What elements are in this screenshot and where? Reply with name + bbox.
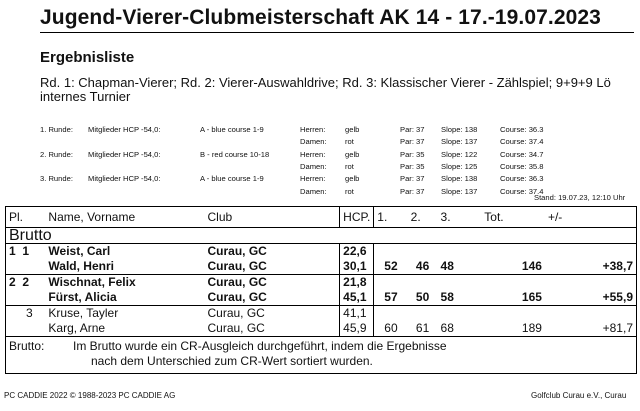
tee-who: Damen:	[300, 187, 327, 196]
table-row	[6, 244, 637, 260]
player-hcp: 45,1	[340, 290, 374, 306]
player-club: Curau, GC	[207, 321, 265, 335]
table-row	[6, 290, 637, 306]
tee-par: Par: 37	[400, 137, 425, 146]
tee-color: rot	[345, 137, 354, 146]
col-header-diff: +/-	[545, 207, 637, 228]
player-club: Curau, GC	[205, 275, 340, 291]
footer-copyright: PC CADDIE 2022 © 1988-2023 PC CADDIE AG	[4, 391, 176, 400]
tee-color: rot	[345, 162, 354, 171]
place-cell	[6, 275, 46, 291]
player-hcp: 30,1	[340, 259, 374, 275]
table-row	[6, 321, 637, 337]
col-header-round3: 3.	[438, 207, 482, 228]
tee-course: Course: 35.8	[500, 162, 544, 171]
col-header-total: Tot.	[481, 207, 545, 228]
player-hcp: 22,6	[340, 244, 374, 260]
place-b: 1	[22, 244, 30, 258]
table-row	[6, 275, 637, 291]
col-header-hcp: HCP.	[340, 207, 374, 228]
round1-score: 57	[374, 290, 408, 306]
player-name: Fürst, Alicia	[48, 290, 117, 304]
table-row	[6, 306, 637, 322]
place-cell	[6, 306, 46, 322]
tee-course: Course: 36.3	[500, 174, 544, 183]
round2-score: 61	[415, 321, 430, 335]
tee-color: gelb	[345, 174, 360, 183]
place-cell	[6, 244, 46, 260]
tee-who: Herren:	[300, 150, 326, 159]
page-subtitle: Ergebnisliste	[40, 49, 135, 66]
note-text-line1: Im Brutto wurde ein CR-Ausgleich durchgeführt, indem die Ergebnisse	[73, 339, 447, 353]
col-header-round1: 1.	[374, 207, 408, 228]
round-members: Mitglieder HCP -54,0:	[88, 174, 161, 183]
diff-score: +55,9	[602, 290, 633, 304]
player-club: Curau, GC	[207, 259, 267, 273]
stand-timestamp: Stand: 19.07.23, 12:10 Uhr	[534, 193, 626, 202]
player-hcp: 41,1	[340, 306, 374, 322]
tee-par: Par: 35	[400, 162, 425, 171]
place-b: 2	[22, 275, 30, 289]
tournament-description: Rd. 1: Chapman-Vierer; Rd. 2: Vierer-Auswahldrive; Rd. 3: Klassischer Vierer - Zählspiel; 9+9+9 Lö internes Turnier	[40, 75, 611, 104]
note-row	[6, 337, 637, 374]
tee-par: Par: 37	[400, 174, 425, 183]
total-score: 189	[521, 321, 542, 335]
tee-color: rot	[345, 187, 354, 196]
round-course: B - red course 10-18	[200, 150, 270, 159]
tee-par: Par: 37	[400, 187, 425, 196]
round2-score: 46	[415, 259, 430, 273]
note-text-line2: nach dem Unterschied zum CR-Wert sortiert wurden.	[91, 354, 373, 368]
table-row	[6, 259, 637, 275]
round-label: 2. Runde:	[40, 150, 73, 159]
round3-score: 48	[440, 259, 454, 273]
player-name: Wischnat, Felix	[45, 275, 204, 291]
title-divider	[40, 32, 634, 33]
place-a: 1	[9, 244, 16, 258]
section-title: Brutto	[9, 227, 52, 244]
tee-who: Damen:	[300, 162, 327, 171]
round1-score: 52	[374, 259, 408, 275]
tee-color: gelb	[345, 125, 360, 134]
col-header-place: Pl.	[6, 207, 46, 228]
player-name: Karg, Arne	[48, 321, 106, 335]
player-name: Weist, Carl	[45, 244, 204, 260]
round-course: A - blue course 1-9	[200, 125, 264, 134]
round-members: Mitglieder HCP -54,0:	[88, 125, 161, 134]
round-label: 1. Runde:	[40, 125, 73, 134]
tee-who: Herren:	[300, 125, 326, 134]
note-label: Brutto:	[9, 339, 45, 353]
round-members: Mitglieder HCP -54,0:	[88, 150, 161, 159]
col-header-club: Club	[205, 207, 340, 228]
tee-slope: Slope: 137	[441, 137, 478, 146]
page-title: Jugend-Vierer-Clubmeisterschaft AK 14 - 17.-19.07.2023	[40, 6, 601, 29]
table-header-row	[6, 207, 637, 228]
tee-color: gelb	[345, 150, 360, 159]
player-hcp: 45,9	[340, 321, 374, 337]
place-b: 3	[26, 306, 33, 320]
tee-par: Par: 37	[400, 125, 425, 134]
round3-score: 68	[440, 321, 454, 335]
tee-slope: Slope: 122	[441, 150, 478, 159]
round1-score: 60	[374, 321, 408, 337]
player-name: Wald, Henri	[48, 259, 114, 273]
total-score: 165	[521, 290, 542, 304]
results-table	[5, 206, 637, 374]
tee-who: Herren:	[300, 174, 326, 183]
place-a: 2	[9, 275, 16, 289]
tee-slope: Slope: 125	[441, 162, 478, 171]
col-header-name: Name, Vorname	[45, 207, 204, 228]
tee-course: Course: 34.7	[500, 150, 544, 159]
tee-par: Par: 35	[400, 150, 425, 159]
tee-course: Course: 36.3	[500, 125, 544, 134]
player-hcp: 21,8	[340, 275, 374, 291]
player-club: Curau, GC	[205, 306, 340, 322]
col-header-round2: 2.	[408, 207, 438, 228]
round3-score: 58	[440, 290, 454, 304]
diff-score: +81,7	[602, 321, 633, 335]
diff-score: +38,7	[602, 259, 633, 273]
tee-course: Course: 37.4	[500, 187, 544, 196]
total-score: 146	[521, 259, 542, 273]
tee-who: Damen:	[300, 137, 327, 146]
player-club: Curau, GC	[207, 290, 267, 304]
round2-score: 50	[415, 290, 430, 304]
round-label: 3. Runde:	[40, 174, 73, 183]
section-row	[6, 228, 637, 244]
round-course: A - blue course 1-9	[200, 174, 264, 183]
tee-slope: Slope: 138	[441, 174, 478, 183]
tee-course: Course: 37.4	[500, 137, 544, 146]
tee-slope: Slope: 138	[441, 125, 478, 134]
footer-club: Golfclub Curau e.V., Curau	[531, 391, 627, 400]
player-club: Curau, GC	[205, 244, 340, 260]
tee-slope: Slope: 137	[441, 187, 478, 196]
player-name: Kruse, Tayler	[45, 306, 204, 322]
